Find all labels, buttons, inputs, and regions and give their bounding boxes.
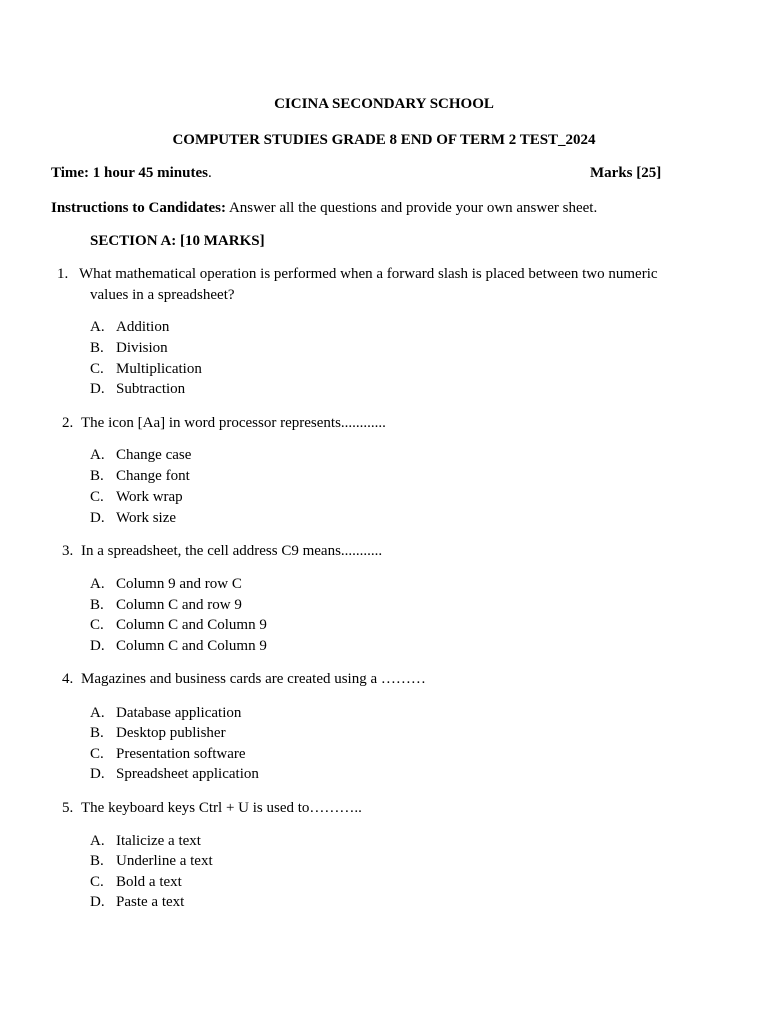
option-text: Work wrap	[116, 489, 183, 505]
option-text: Column C and Column 9	[116, 638, 267, 654]
option-letter: D.	[90, 381, 105, 397]
question-number: 2.	[62, 415, 74, 431]
option-letter: B.	[90, 725, 104, 741]
option-text: Presentation software	[116, 746, 246, 762]
option-text: Multiplication	[116, 361, 202, 377]
test-title: COMPUTER STUDIES GRADE 8 END OF TERM 2 TEST_2024	[172, 132, 596, 148]
option-letter: A.	[90, 705, 105, 721]
option-text: Column C and Column 9	[116, 617, 267, 633]
question-text: The keyboard keys Ctrl + U is used to………..	[81, 800, 362, 816]
option-text: Underline a text	[116, 853, 213, 869]
option-letter: C.	[90, 874, 104, 890]
option-text: Work size	[116, 510, 177, 526]
question-text: What mathematical operation is performed when a forward slash is placed between two numeric	[79, 266, 658, 282]
option-letter: C.	[90, 489, 104, 505]
option-text: Division	[116, 340, 168, 356]
option-text: Change case	[116, 447, 192, 463]
section-heading: SECTION A: [10 MARKS]	[90, 233, 265, 249]
question-number: 1.	[57, 266, 69, 282]
option-letter: C.	[90, 617, 104, 633]
option-letter: B.	[90, 468, 104, 484]
option-letter: D.	[90, 638, 105, 654]
option-text: Change font	[116, 468, 190, 484]
question-number: 3.	[62, 543, 74, 559]
total-marks: Marks [25]	[590, 165, 662, 181]
option-letter: A.	[90, 576, 105, 592]
option-text: Column C and row 9	[116, 597, 242, 613]
option-letter: B.	[90, 597, 104, 613]
instructions	[51, 198, 597, 218]
option-text: Bold a text	[116, 874, 182, 890]
question-number: 4.	[62, 671, 74, 687]
time-period: .	[207, 165, 212, 181]
option-text: Paste a text	[116, 894, 185, 910]
option-text: Addition	[116, 319, 170, 335]
option-letter: C.	[90, 746, 104, 762]
instructions-label: Instructions to Candidates:	[51, 200, 227, 216]
option-text: Column 9 and row C	[116, 576, 242, 592]
option-letter: A.	[90, 319, 105, 335]
option-letter: D.	[90, 510, 105, 526]
time-label: Time: 1 hour 45 minutes	[51, 165, 208, 181]
option-text: Italicize a text	[116, 833, 201, 849]
option-text: Subtraction	[116, 381, 186, 397]
option-text: Database application	[116, 705, 242, 721]
question-text: Magazines and business cards are created using a ………	[81, 671, 426, 687]
option-text: Desktop publisher	[116, 725, 226, 741]
option-letter: A.	[90, 833, 105, 849]
school-name: CICINA SECONDARY SCHOOL	[274, 96, 494, 112]
question-text: The icon [Aa] in word processor represents............	[81, 415, 386, 431]
option-letter: A.	[90, 447, 105, 463]
question-number: 5.	[62, 800, 74, 816]
question-text-continued: values in a spreadsheet?	[90, 287, 235, 303]
time-allowed	[51, 163, 212, 183]
option-letter: C.	[90, 361, 104, 377]
option-letter: B.	[90, 340, 104, 356]
option-text: Spreadsheet application	[116, 766, 259, 782]
option-letter: D.	[90, 766, 105, 782]
question-text: In a spreadsheet, the cell address C9 means...........	[81, 543, 383, 559]
instructions-text: Answer all the questions and provide your own answer sheet.	[226, 200, 598, 216]
option-letter: B.	[90, 853, 104, 869]
option-letter: D.	[90, 894, 105, 910]
